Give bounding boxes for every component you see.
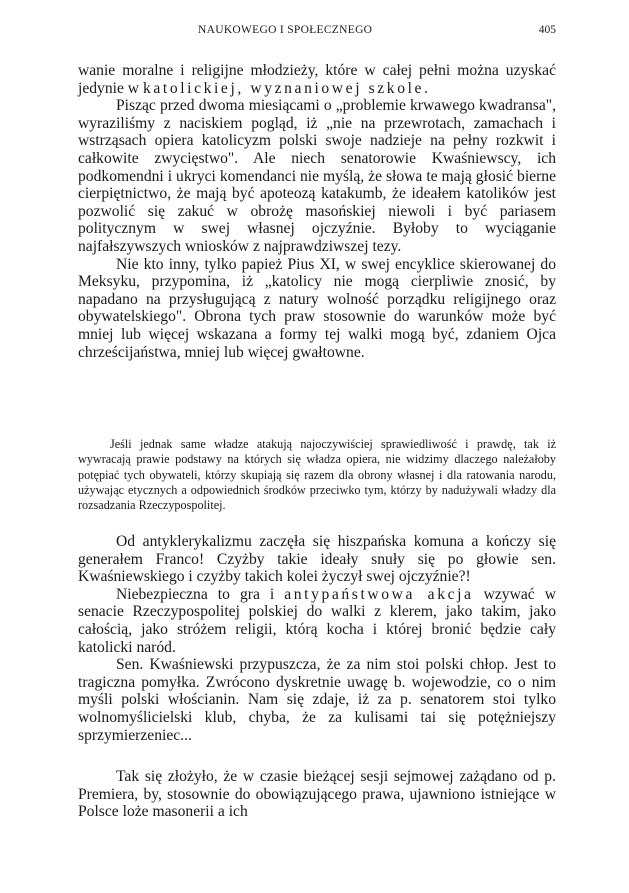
paragraph-5-text: Niebezpieczna to gra i bbox=[116, 585, 285, 603]
paragraph-5-emphasis: antypaństwowa akcja bbox=[284, 585, 474, 603]
paragraph-1-text: wanie moralne i religijne młodzieży, które w całej pełni można uzyskać jedynie w bbox=[78, 62, 556, 97]
block-quote bbox=[78, 437, 556, 513]
paragraph-5-end: wzywać w senacie Rzeczypospolitej polskiej do walki z klerem, jako takim, jako całością, jako stróżem religii, którą kocha i której bronić będzie cały katolicki naród. bbox=[78, 585, 556, 656]
quote-text: Jeśli jednak same władze atakują najoczywiściej sprawiedliwość i prawdę, tak iż wywracają prawie podstawy na których się władza opiera, nie widzimy dlaczego należałoby potępiać tych obywateli, którzy skupiają się razem dla obrony własnej i dla ratowania narodu, używając etycznych a odpowiednich środków przeciwko tym, którzy by nadużywali władzy dla rozsadzania Rzeczypospolitej. bbox=[78, 437, 556, 513]
paragraph-1 bbox=[78, 62, 556, 97]
body-text-lower bbox=[78, 768, 556, 821]
body-text-upper bbox=[78, 62, 556, 361]
paragraph-5 bbox=[78, 586, 556, 656]
paragraph-1-emphasis: katolickiej, wyznaniowej szkole bbox=[142, 79, 425, 97]
paragraph-3: Nie kto inny, tylko papież Pius XI, w swej encyklice skierowanej do Meksyku, przypomina, iż „katolicy nie mogą cierpliwie znosić, by napadano na przysługującą z natury wolność porządku religijnego oraz obywatelskiego". Obrona tych praw stosownie do warunków może być mniej lub więcej wskazana a formy tej walki mogą być, zdaniem Ojca chrześcijaństwa, mniej lub więcej gwałtowne. bbox=[78, 255, 556, 361]
running-title: NAUKOWEGO I SPOŁECZNEGO bbox=[198, 24, 373, 36]
paragraph-4: Od antyklerykalizmu zaczęła się hiszpańska komuna a kończy się generałem Franco! Czyżby takie ideały snuły się po głowie sen. Kwaśniewskiego i czyżby takich kolei życzył swej ojczyźnie?! bbox=[78, 533, 556, 586]
paragraph-1-end: . bbox=[424, 79, 428, 97]
page-number: 405 bbox=[538, 24, 556, 36]
body-text-middle bbox=[78, 533, 556, 744]
paragraph-6: Sen. Kwaśniewski przypuszcza, że za nim stoi polski chłop. Jest to tragiczna pomyłka. Zwrócono dyskretnie uwagę b. wojewodzie, co o nim myśli polski włościanin. Nam się zdaje, iż za p. senatorem stoi tylko wolnomyślicielski klub, chyba, że za kulisami tai się potężniejszy sprzymierzeniec... bbox=[78, 656, 556, 744]
page-header bbox=[78, 22, 556, 44]
paragraph-2: Pisząc przed dwoma miesiącami o „problemie krwawego kwadransa", wyraziliśmy z naciskiem pogląd, iż „nie na przewrotach, zamachach i wstrząsach opiera katolicyzm polski swoje nadzieje na pełny rozkwit i całkowite zwycięstwo". Ale niech senatorowie Kwaśniewscy, ich podkomendni i ukryci komendanci nie myślą, że słowa te mają głosić bierne cierpiętnictwo, że mają być apoteozą katakumb, że ideałem katolików jest pozwolić się zakuć w obrożę masońskiej niewoli i być pariasem politycznym w swej własnej ojczyźnie. Byłoby to wyciąganie najfałszywszych wniosków z najprawdziwszej tezy. bbox=[78, 97, 556, 255]
paragraph-7: Tak się złożyło, że w czasie bieżącej sesji sejmowej zażądano od p. Premiera, by, stosownie do obowiązującego prawa, ujawniono istniejące w Polsce loże masonerii a ich bbox=[78, 768, 556, 821]
